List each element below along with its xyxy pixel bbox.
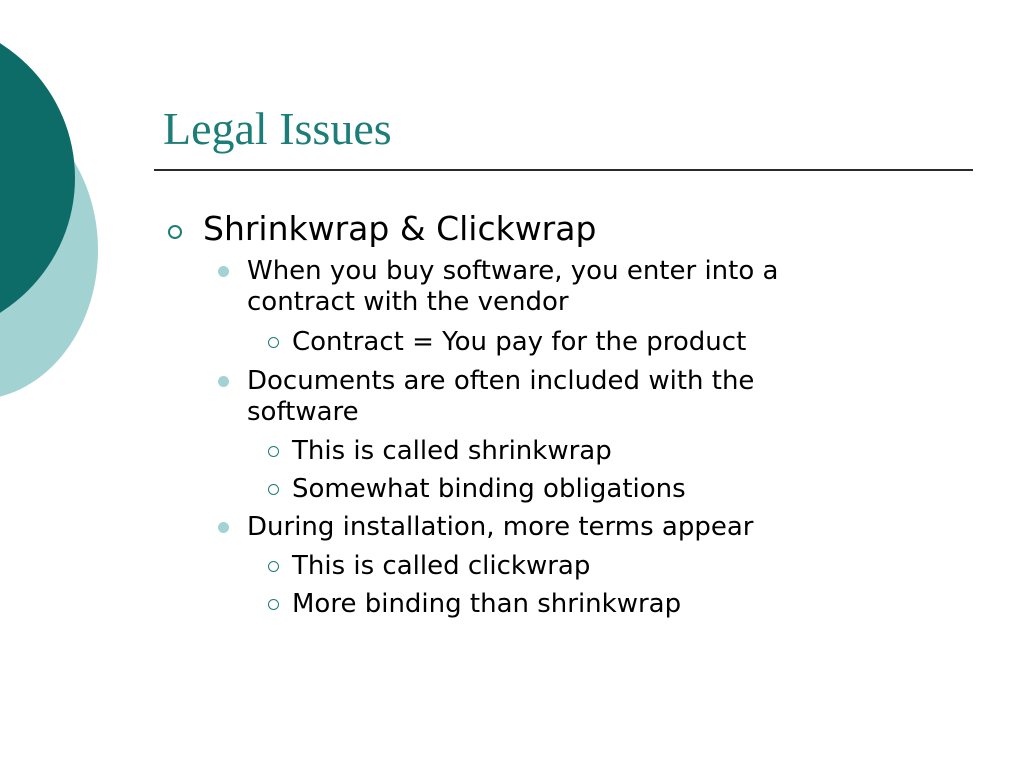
outline-level2-item-line1: Documents are often included with the (247, 366, 755, 396)
outline-level3-item: This is called clickwrap (292, 551, 591, 581)
outline-level2-item-line2: software (247, 397, 359, 427)
outline-level2-item-line1: When you buy software, you enter into a (247, 256, 779, 286)
ring-bullet-icon (168, 225, 182, 239)
dot-bullet-icon (218, 522, 229, 533)
outline-level3-item: This is called shrinkwrap (292, 436, 612, 466)
outline-level2-item-line2: contract with the vendor (247, 287, 569, 317)
ring-bullet-icon (268, 561, 279, 572)
ring-bullet-icon (268, 484, 279, 495)
outline-level3-item: Somewhat binding obligations (292, 474, 686, 504)
outline-level1-item: Shrinkwrap & Clickwrap (203, 209, 597, 248)
outline-level2-item: During installation, more terms appear (247, 512, 754, 542)
dot-bullet-icon (218, 376, 229, 387)
ring-bullet-icon (268, 599, 279, 610)
outline-level3-item: More binding than shrinkwrap (292, 589, 682, 619)
ring-bullet-icon (268, 446, 279, 457)
ring-bullet-icon (268, 337, 279, 348)
dot-bullet-icon (218, 266, 229, 277)
title-divider (154, 169, 973, 171)
outline-level3-item: Contract = You pay for the product (292, 327, 747, 357)
slide-title: Legal Issues (163, 103, 392, 154)
